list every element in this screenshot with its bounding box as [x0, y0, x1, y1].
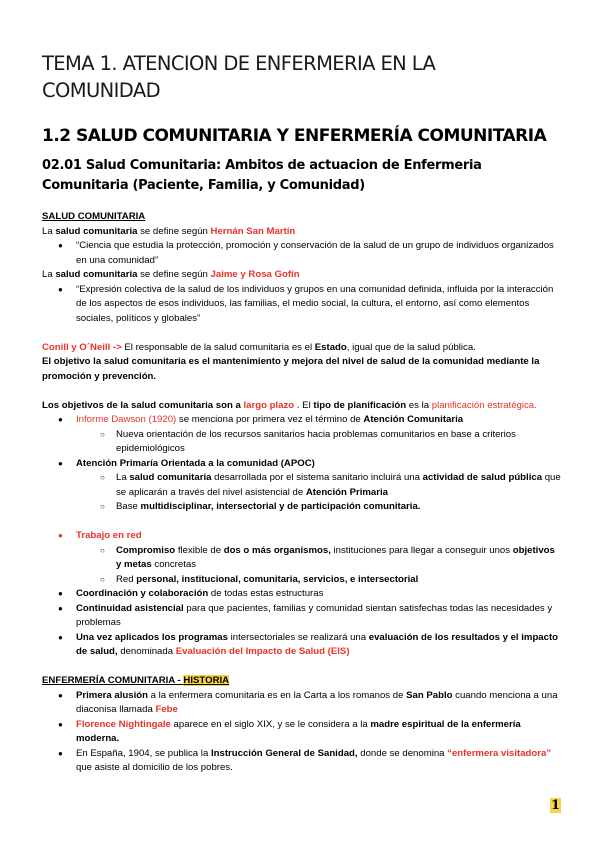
text: concretas [151, 559, 196, 570]
term: evaluación de los resultados y el impacto de salud, [76, 631, 559, 657]
term: personal, institucional, comunitaria, servicios, e intersectorial [136, 573, 419, 585]
text: a la enfermera comunitaria es en la Carta a los romanos de [147, 689, 407, 701]
list-item [42, 587, 562, 602]
term: Florence Nightingale [76, 718, 171, 730]
text: , igual que de la salud pública. [346, 341, 476, 353]
document-page [42, 50, 562, 776]
list-subitem [42, 500, 562, 515]
term: “enfermera visitadora” [447, 747, 552, 759]
salud-heading: SALUD COMUNITARIA [42, 211, 146, 222]
term: San Pablo [406, 689, 453, 701]
term: objetivos y metas [116, 544, 555, 570]
list-item: ● “Expresión colectiva de la salud de los individuos y grupos en una comunidad definida, influida por la interacción de los aspectos de esos individuos, las familias, el medio social, la cultura, el entorno, así como elementos sociales, políticos y globales” [42, 283, 562, 327]
text: El [299, 399, 314, 411]
trabajo-list [42, 529, 562, 660]
text: La [116, 472, 130, 483]
text: El responsable de la salud comunitaria es el [121, 341, 315, 353]
text: Informe Dawson (1920) [76, 414, 177, 425]
text: cuando menciona a una diaconisa llamada [76, 689, 558, 715]
list-item: ● Atención Primaría Orientada a la comunidad (APOC) [42, 457, 562, 472]
term: actividad de salud pública [422, 472, 543, 483]
author: Conill y O´Neill -> [42, 341, 122, 353]
term: Continuidad asistencial [76, 602, 184, 614]
definition-1 [42, 225, 562, 240]
quote-list-2 [42, 283, 562, 327]
list-subitem [42, 544, 562, 573]
text: Los objetivos de la salud comunitaria son a [42, 399, 244, 411]
term: Atención Comunitaria [363, 414, 464, 425]
list-item: ● Trabajo en red [42, 529, 562, 544]
term: tipo de planificación [313, 399, 407, 411]
objetivos-list [42, 413, 562, 515]
title-line-2: COMUNIDAD [42, 79, 161, 102]
term: Primera alusión [76, 689, 148, 701]
conill-paragraph [42, 341, 562, 356]
text: se define según [137, 225, 211, 237]
term: dos o más organismos, [223, 544, 331, 556]
text: flexible de [175, 544, 224, 556]
text: es la [406, 399, 432, 411]
list-item [42, 413, 562, 428]
title-line-1: TEMA 1. ATENCION DE ENFERMERIA EN LA [42, 52, 436, 75]
text: La [42, 225, 56, 237]
section-heading: 1.2 SALUD COMUNITARIA Y ENFERMERÍA COMUNITARIA [42, 126, 547, 146]
quote-list-1 [42, 239, 562, 268]
text: se menciona por primera vez el término de [176, 414, 364, 425]
document-title [42, 50, 562, 104]
term: Instrucción General de Sanidad, [210, 747, 358, 759]
list-item [42, 747, 562, 776]
list-subitem: ○ Nueva orientación de los recursos sanitarios hacia problemas comunitarios en base a criterios epidemiológicos [42, 428, 562, 457]
text: instituciones para llegar a conseguir unos [330, 544, 513, 556]
text: denominada [117, 646, 176, 657]
term: Coordinación y colaboración [76, 588, 209, 599]
list-subitem [42, 471, 562, 500]
author: Hernán San Martín [210, 225, 296, 237]
objetivos-paragraph [42, 399, 562, 414]
page-number: 1 [551, 798, 561, 813]
text: para que pacientes, familias y comunidad sientan satisfechas todas las necesidades y problemas [76, 602, 553, 628]
historia-heading [42, 674, 562, 689]
text: aparece en el siglo XIX, y se le considera a la [170, 718, 371, 730]
term: Compromiso [116, 544, 176, 556]
highlighted-text: HISTORIA [183, 675, 230, 686]
term: Atención Primaria [305, 486, 388, 498]
text: donde se denomina [357, 747, 448, 759]
salud-comunitaria-block [42, 210, 562, 776]
term: Febe [155, 704, 178, 715]
text: Base [116, 501, 141, 512]
objetivo-paragraph: El objetivo la salud comunitaria es el mantenimiento y mejora del nivel de salud de la comunidad mediante la promoción y prevención. [42, 356, 540, 382]
term: planificación estratégica. [431, 399, 537, 411]
list-item [42, 718, 562, 747]
text: intersectoriales se realizará una [227, 631, 369, 643]
term: salud comunitaria [55, 269, 138, 280]
subsection-heading: 02.01 Salud Comunitaria: Ambitos de actuacion de Enfermeria Comunitaria (Paciente, Familia, y Comunidad) [42, 158, 482, 193]
text: La [42, 269, 56, 280]
term: madre espiritual de la enfermería moderna. [76, 718, 521, 744]
term: salud comunitaria [129, 472, 212, 483]
list-item [42, 631, 562, 660]
term: salud comunitaria [55, 225, 138, 237]
text: que se aplicarán a través del nivel asistencial de [116, 472, 561, 498]
list-item [42, 602, 562, 631]
term: Evaluación del Impacto de Salud (EIS) [175, 646, 350, 657]
list-subitem [42, 573, 562, 588]
term: multidisciplinar, intersectorial y de participación comunitaria. [140, 501, 421, 512]
term: Estado [314, 341, 347, 353]
text: En España, 1904, se publica la [76, 747, 211, 759]
text: ENFERMERÍA COMUNITARIA - [42, 675, 184, 686]
term: largo plazo . [243, 399, 300, 411]
historia-list [42, 689, 562, 776]
text: Red [116, 573, 137, 585]
list-item: ● “Ciencia que estudia la protección, promoción y conservación de la salud de un grupo de individuos organizados en una comunidad” [42, 239, 562, 268]
list-item [42, 689, 562, 718]
text: de todas estas estructuras [208, 588, 324, 599]
text: que asiste al domicilio de los pobres. [76, 762, 233, 773]
definition-2 [42, 268, 562, 283]
text: se define según [137, 269, 211, 280]
term: Una vez aplicados los programas [76, 631, 228, 643]
author: Jaime y Rosa Gofín [210, 269, 300, 280]
text: desarrollada por el sistema sanitario incluirá una [211, 472, 423, 483]
